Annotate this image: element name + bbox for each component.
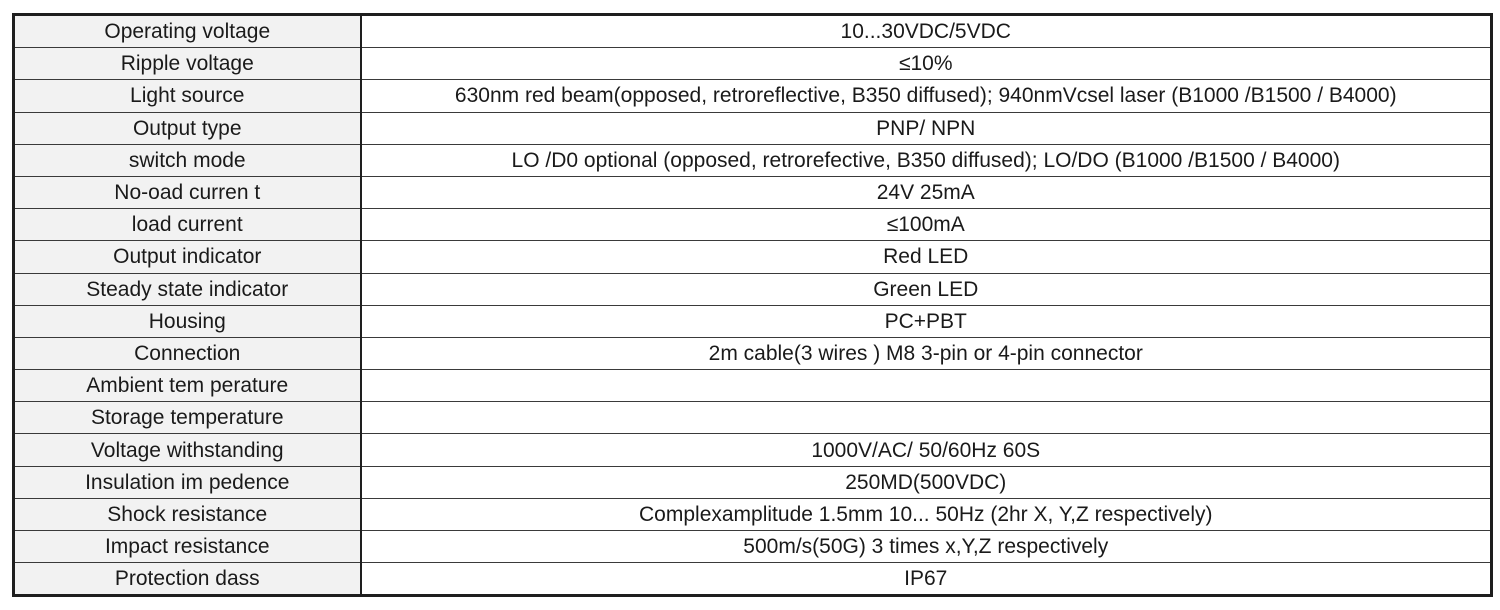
spec-label: Output type xyxy=(14,112,361,144)
spec-label: Output indicator xyxy=(14,241,361,273)
spec-label: Ambient tem perature xyxy=(14,370,361,402)
spec-row-no-load-current xyxy=(14,176,1492,208)
spec-row-insulation-impedance xyxy=(14,466,1492,498)
spec-value: PC+PBT xyxy=(361,305,1492,337)
spec-label: Storage temperature xyxy=(14,402,361,434)
spec-value: 2m cable(3 wires ) M8 3-pin or 4-pin connector xyxy=(361,337,1492,369)
spec-value: 24V 25mA xyxy=(361,176,1492,208)
spec-value: 630nm red beam(opposed, retroreflective, B350 diffused); 940nmVcsel laser (B1000 /B1500 / B4000) xyxy=(361,80,1492,112)
spec-row-housing xyxy=(14,305,1492,337)
spec-row-protection-class xyxy=(14,563,1492,596)
spec-label: Connection xyxy=(14,337,361,369)
spec-row-storage-temperature xyxy=(14,402,1492,434)
spec-value: ≤10% xyxy=(361,48,1492,80)
spec-value: Green LED xyxy=(361,273,1492,305)
spec-row-steady-state-indicator xyxy=(14,273,1492,305)
spec-value xyxy=(361,402,1492,434)
spec-label: Shock resistance xyxy=(14,498,361,530)
spec-row-shock-resistance xyxy=(14,498,1492,530)
spec-row-light-source xyxy=(14,80,1492,112)
spec-value: LO /D0 optional (opposed, retrorefective, B350 diffused); LO/DO (B1000 /B1500 / B4000) xyxy=(361,144,1492,176)
spec-label: Voltage withstanding xyxy=(14,434,361,466)
spec-label: Steady state indicator xyxy=(14,273,361,305)
specification-table xyxy=(12,13,1493,597)
spec-label: Housing xyxy=(14,305,361,337)
spec-row-load-current xyxy=(14,209,1492,241)
spec-label: Operating voltage xyxy=(14,15,361,48)
spec-value: IP67 xyxy=(361,563,1492,596)
spec-row-voltage-withstanding xyxy=(14,434,1492,466)
spec-row-output-indicator xyxy=(14,241,1492,273)
spec-value: 250MD(500VDC) xyxy=(361,466,1492,498)
spec-value: Red LED xyxy=(361,241,1492,273)
spec-row-ambient-temperature xyxy=(14,370,1492,402)
spec-label: Impact resistance xyxy=(14,531,361,563)
spec-row-connection xyxy=(14,337,1492,369)
spec-value xyxy=(361,370,1492,402)
spec-row-switch-mode xyxy=(14,144,1492,176)
spec-value: 10...30VDC/5VDC xyxy=(361,15,1492,48)
spec-row-ripple-voltage xyxy=(14,48,1492,80)
spec-label: Insulation im pedence xyxy=(14,466,361,498)
spec-value: ≤100mA xyxy=(361,209,1492,241)
spec-row-impact-resistance xyxy=(14,531,1492,563)
spec-value: PNP/ NPN xyxy=(361,112,1492,144)
specification-table-body xyxy=(14,15,1492,596)
spec-label: switch mode xyxy=(14,144,361,176)
spec-row-operating-voltage xyxy=(14,15,1492,48)
spec-value: 500m/s(50G) 3 times x,Y,Z respectively xyxy=(361,531,1492,563)
spec-value: Complexamplitude 1.5mm 10... 50Hz (2hr X, Y,Z respectively) xyxy=(361,498,1492,530)
spec-value: 1000V/AC/ 50/60Hz 60S xyxy=(361,434,1492,466)
spec-label: Ripple voltage xyxy=(14,48,361,80)
spec-label: No-oad curren t xyxy=(14,176,361,208)
spec-label: Light source xyxy=(14,80,361,112)
spec-label: load current xyxy=(14,209,361,241)
spec-label: Protection dass xyxy=(14,563,361,596)
spec-row-output-type xyxy=(14,112,1492,144)
